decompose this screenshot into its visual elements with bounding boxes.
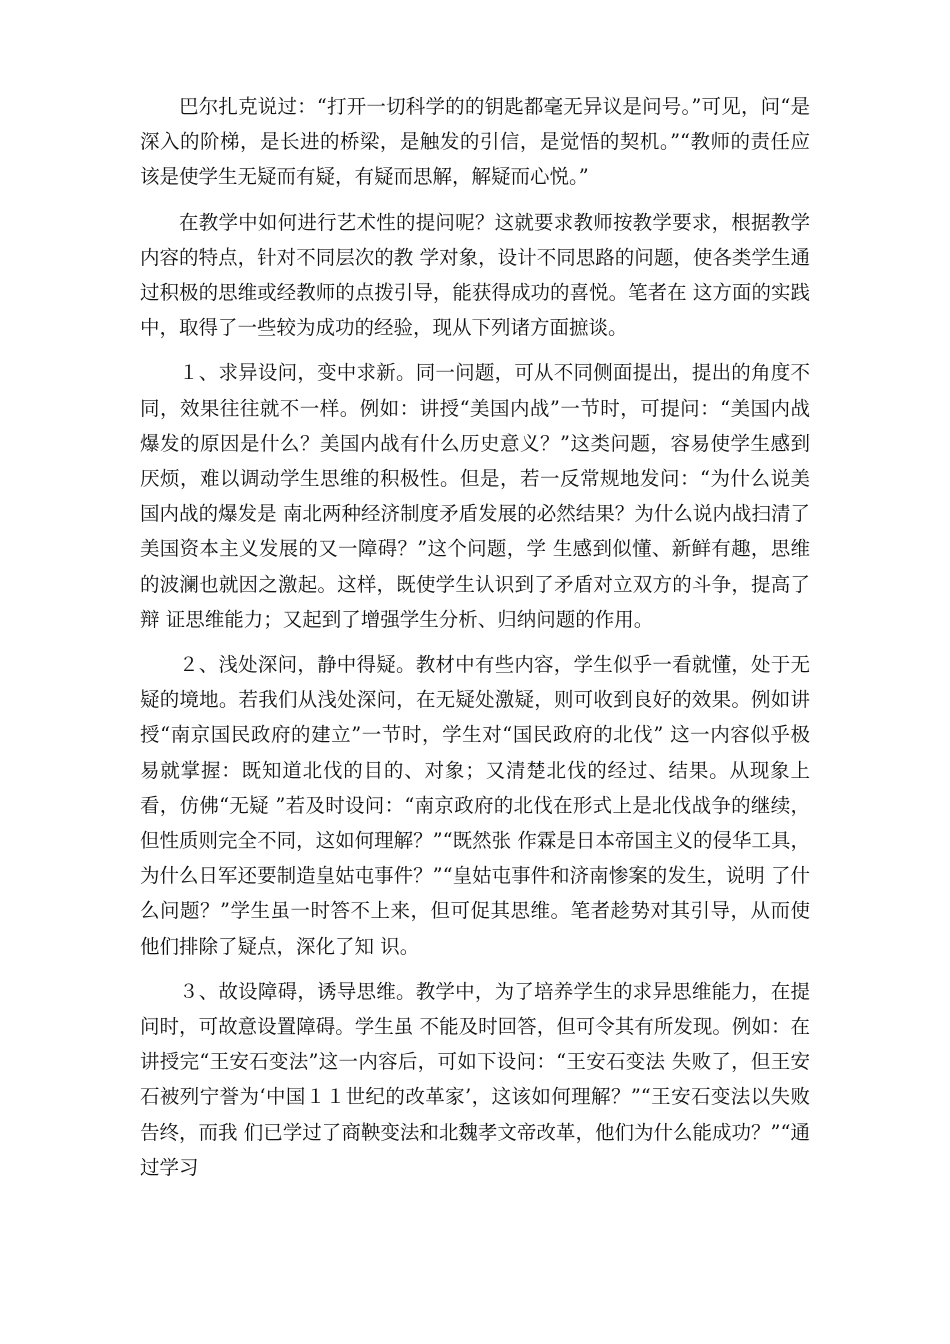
paragraph-point-1: １、求异设问，变中求新。同一问题，可从不同侧面提出，提出的角度不同，效果往往就不一样。例如：讲授“美国内战”一节时，可提问：“美国内战爆发的原因是什么？美国内战有什么历史意义？”这类问题，容易使学生感到厌烦，难以调动学生思维的积极性。但是，若一反常规地发问：“为什么说美国内战的爆发是 南北两种经济制度矛盾发展的必然结果？为什么说内战扫清了美国资本主义发展的又一障碍？”这个问题，学 生感到似懂、新鲜有趣，思维的波澜也就因之激起。这样，既使学生认识到了矛盾对立双方的斗争，提高了辩 证思维能力；又起到了增强学生分析、归纳问题的作用。 xyxy=(140,361,810,631)
paragraph-point-2: ２、浅处深问，静中得疑。教材中有些内容，学生似乎一看就懂，处于无疑的境地。若我们从浅处深问，在无疑处激疑，则可收到良好的效果。例如讲授“南京国民政府的建立”一节时，学生对“国民政府的北伐” 这一内容似乎极易就掌握：既知道北伐的目的、对象；又清楚北伐的经过、结果。从现象上看，仿佛“无疑 ”若及时设问：“南京政府的北伐在形式上是北伐战争的继续，但性质则完全不同，这如何理解？”“既然张 作霖是日本帝国主义的侵华工具，为什么日军还要制造皇姑屯事件？”“皇姑屯事件和济南惨案的发生，说明 了什么问题？”学生虽一时答不上来，但可促其思维。笔者趁势对其引导，从而使他们排除了疑点，深化了知 识。 xyxy=(140,653,810,958)
document-body xyxy=(140,89,810,1185)
paragraph-questioning-art: 在教学中如何进行艺术性的提问呢？这就要求教师按教学要求，根据教学内容的特点，针对不同层次的教 学对象，设计不同思路的问题，使各类学生通过积极的思维或经教师的点拨引导，能获得成功的喜悦。笔者在 这方面的实践中，取得了一些较为成功的经验，现从下列诸方面摭谈。 xyxy=(140,210,810,340)
paragraph-point-3: ３、故设障碍，诱导思维。教学中，为了培养学生的求异思维能力，在提问时，可故意设置障碍。学生虽 不能及时回答，但可令其有所发现。例如：在讲授完“王安石变法”这一内容后，可如下设问：“王安石变法 失败了，但王安石被列宁誉为‘中国１１世纪的改革家’，这该如何理解？”“王安石变法以失败告终，而我 们已学过了商鞅变法和北魏孝文帝改革，他们为什么能成功？”“通过学习 xyxy=(140,979,810,1179)
paragraph-intro-quote: 巴尔扎克说过：“打开一切科学的的钥匙都毫无异议是问号。”可见，问“是深入的阶梯，是长进的桥梁，是触发的引信，是觉悟的契机。”“教师的责任应该是使学生无疑而有疑，有疑而思解，解疑而心悦。” xyxy=(140,95,810,189)
